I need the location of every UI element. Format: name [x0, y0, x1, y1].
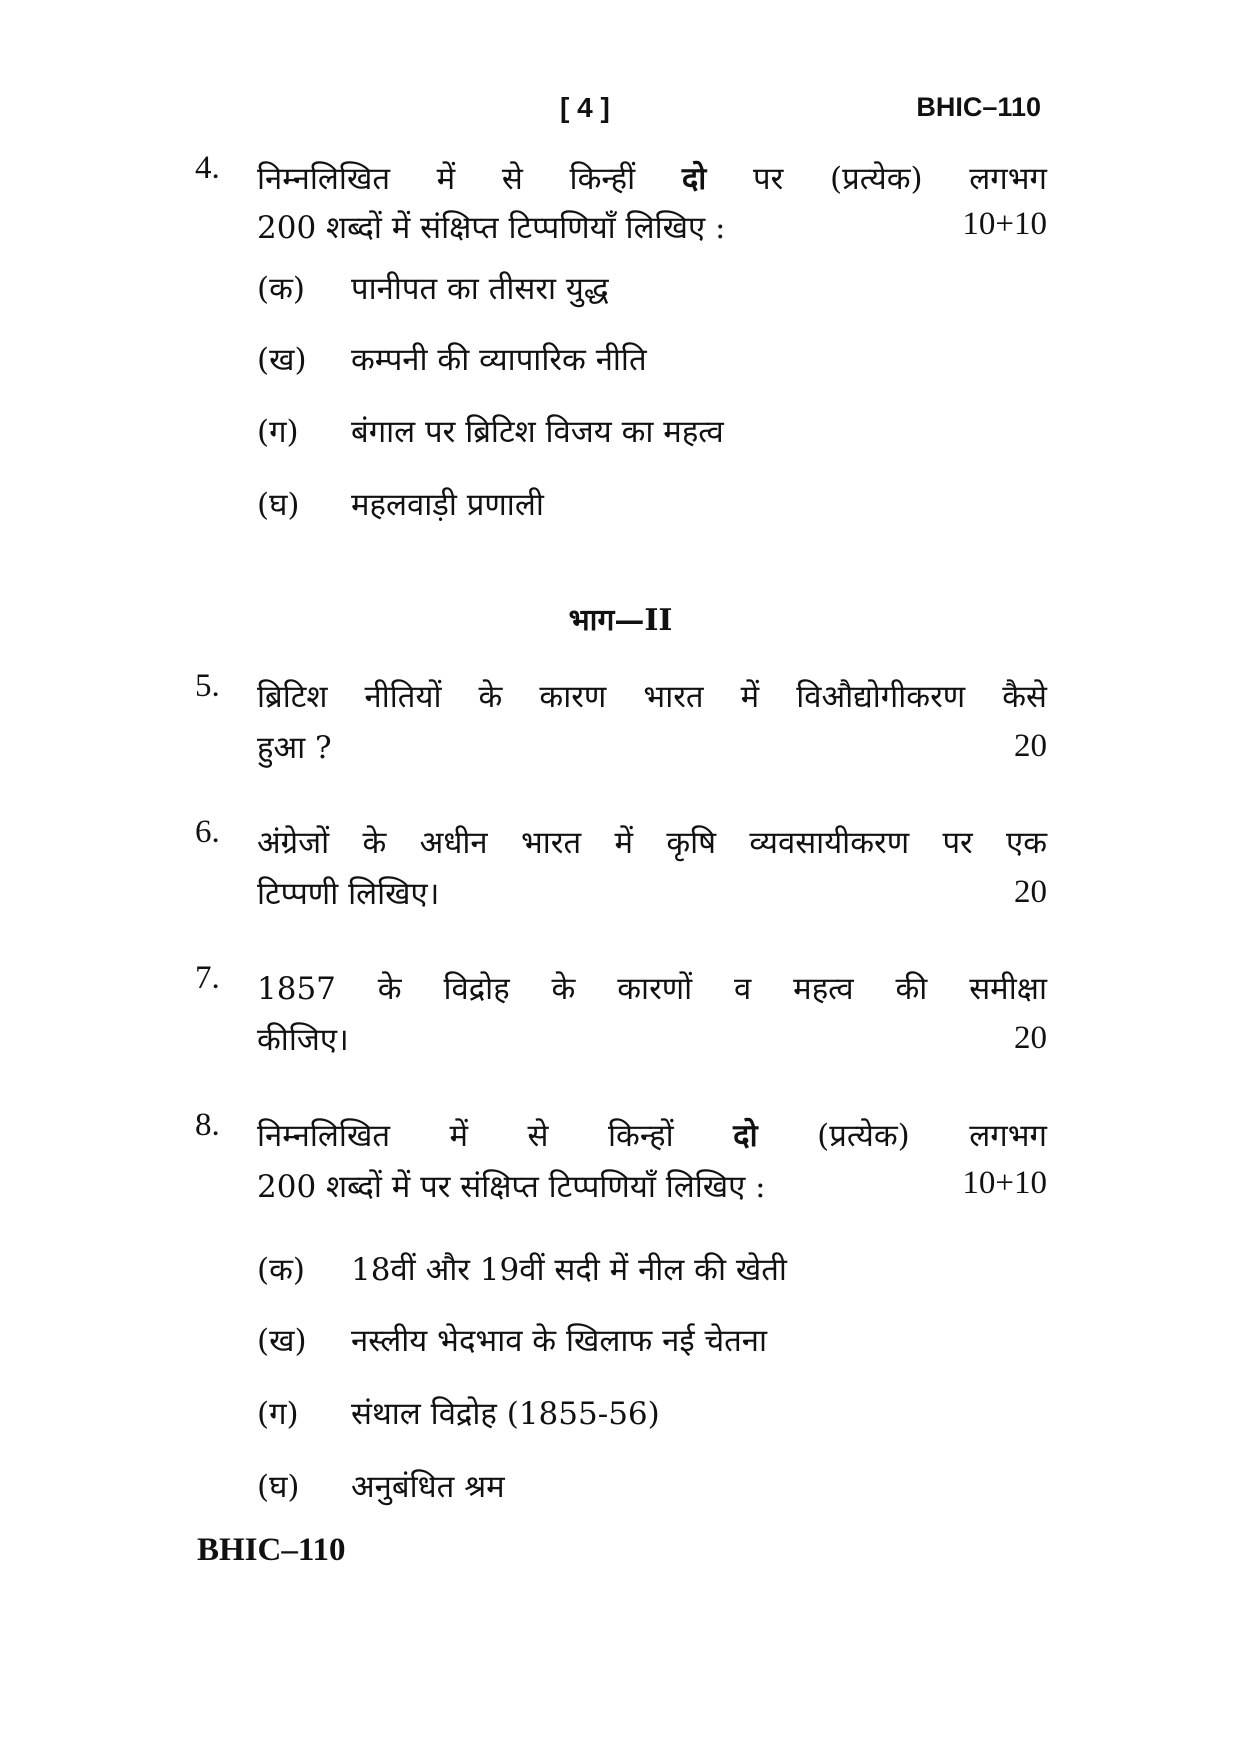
page-number: [ 4 ] — [560, 92, 610, 123]
question-marks: 20 — [1014, 874, 1047, 910]
question-text-part: पर (प्रत्येक) लगभग — [706, 161, 1047, 197]
question-marks: 20 — [1014, 728, 1047, 764]
question-number: 6. — [195, 814, 220, 850]
option-label: (ग) — [257, 1396, 299, 1432]
question-text-part: (प्रत्येक) लगभग — [757, 1118, 1048, 1154]
question-text-part: निम्नलिखित में से किन्हीं — [257, 161, 682, 197]
question-7 — [195, 960, 1047, 1080]
option-label: (ख) — [257, 1323, 307, 1359]
question-text-line2: 200 शब्दों में पर संक्षिप्त टिप्पणियाँ लिखिए : — [257, 1169, 766, 1205]
question-text: अंग्रेजों के अधीन भारत में कृषि व्यवसायीकरण पर एक — [257, 825, 1047, 861]
question-text: ब्रिटिश नीतियों के कारण भारत में विऔद्योगीकरण कैसे — [257, 679, 1047, 715]
question-5 — [195, 668, 1047, 788]
option-item — [257, 1319, 767, 1361]
option-text: पानीपत का तीसरा युद्ध — [351, 271, 609, 307]
question-number: 8. — [195, 1107, 220, 1143]
question-marks: 10+10 — [962, 1165, 1047, 1201]
option-text: बंगाल पर ब्रिटिश विजय का महत्व — [351, 414, 724, 450]
question-text: 1857 के विद्रोह के कारणों व महत्व की समीक्षा — [257, 971, 1047, 1007]
question-text-line2: टिप्पणी लिखिए। — [257, 876, 440, 912]
question-marks: 20 — [1014, 1020, 1047, 1056]
question-text-line2: कीजिए। — [257, 1022, 349, 1058]
question-text-bold: दो — [681, 161, 707, 197]
option-item — [257, 338, 647, 380]
option-label: (क) — [257, 1252, 305, 1288]
question-number: 5. — [195, 668, 220, 704]
question-text — [257, 1107, 1047, 1165]
option-text: संथाल विद्रोह (1855-56) — [351, 1396, 660, 1432]
option-text: महलवाड़ी प्रणाली — [351, 487, 544, 523]
option-text: नस्लीय भेदभाव के खिलाफ नई चेतना — [351, 1323, 768, 1359]
option-item — [257, 1248, 787, 1290]
option-item — [257, 483, 544, 525]
question-text-part: निम्नलिखित में से किन्हों — [257, 1118, 734, 1154]
question-text-line2: हुआ ? — [257, 730, 332, 766]
option-text: 18वीं और 19वीं सदी में नील की खेती — [351, 1252, 787, 1288]
option-label: (ख) — [257, 342, 307, 378]
option-text: कम्पनी की व्यापारिक नीति — [351, 342, 647, 378]
header-course-code: BHIC–110 — [916, 92, 1041, 122]
option-item — [257, 267, 609, 309]
question-text-line2: 200 शब्दों में संक्षिप्त टिप्पणियाँ लिखिए : — [257, 210, 726, 246]
option-text: अनुबंधित श्रम — [351, 1469, 505, 1505]
option-label: (घ) — [257, 487, 300, 523]
option-item — [257, 410, 724, 452]
section-title: भाग—II — [568, 603, 673, 638]
option-item — [257, 1465, 505, 1507]
option-item — [257, 1392, 660, 1434]
question-text-bold: दो — [733, 1118, 758, 1154]
question-marks: 10+10 — [962, 206, 1047, 242]
footer-course-code: BHIC–110 — [197, 1532, 346, 1568]
option-label: (क) — [257, 271, 305, 307]
option-label: (ग) — [257, 414, 299, 450]
question-number: 4. — [195, 150, 220, 186]
question-4 — [195, 150, 1047, 280]
question-8 — [195, 1107, 1047, 1237]
question-number: 7. — [195, 960, 220, 996]
question-text — [257, 150, 1047, 208]
option-label: (घ) — [257, 1469, 300, 1505]
question-6 — [195, 814, 1047, 934]
